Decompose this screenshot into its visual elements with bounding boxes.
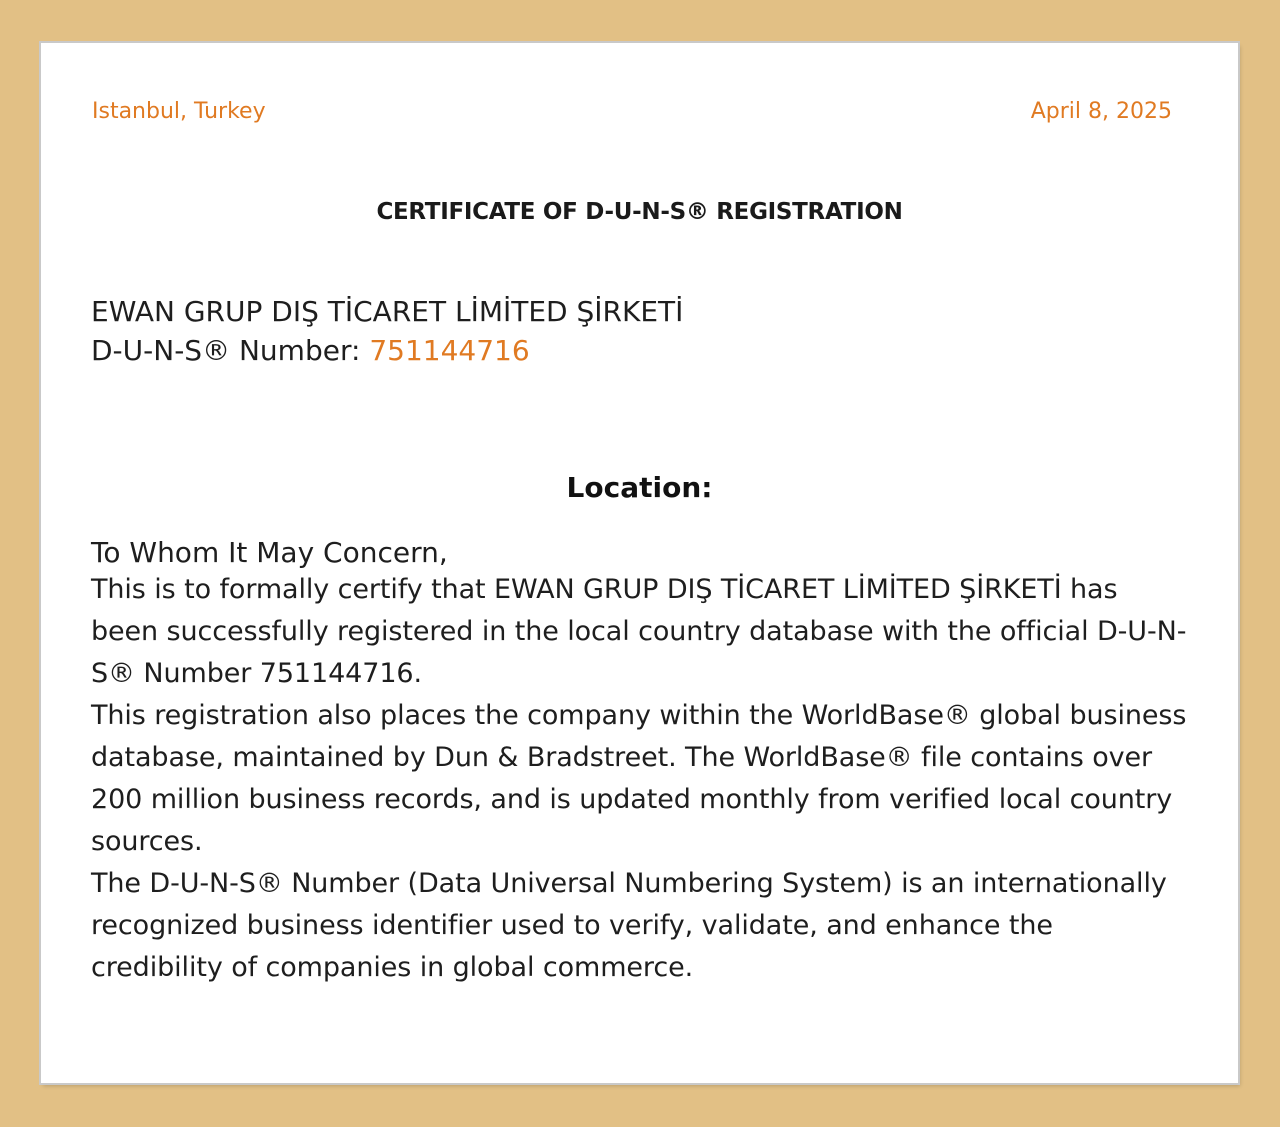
body-paragraph: The D-U-N-S® Number (Data Universal Numbering System) is an internationally recognized business identifier used to verify, validate, and enhance the credibility of companies in global commerce. [91,868,1167,983]
duns-number: 751144716 [369,334,530,367]
location-heading: Location: [566,471,713,504]
issue-location: Istanbul, Turkey [92,99,266,124]
duns-label: D-U-N-S® Number: [91,334,370,367]
body-paragraph: This registration also places the company within the WorldBase® global business database, maintained by Dun & Bradstreet. The WorldBase® file contains over 200 million business records, and is updated monthly from verified local country sources. [91,700,1187,857]
certificate-body [91,569,1191,989]
body-paragraph: This is to formally certify that EWAN GRUP DIŞ TİCARET LİMİTED ŞİRKETİ has been successfully registered in the local country database with the official D-U-N-S® Number 751144716. [91,574,1187,689]
certificate-sheet [41,43,1238,1083]
duns-number-line [91,331,530,371]
greeting: To Whom It May Concern, [91,536,448,569]
company-name: EWAN GRUP DIŞ TİCARET LİMİTED ŞİRKETİ [91,295,684,328]
issue-date: April 8, 2025 [1030,99,1172,124]
certificate-title: CERTIFICATE OF D-U-N-S® REGISTRATION [376,199,903,225]
